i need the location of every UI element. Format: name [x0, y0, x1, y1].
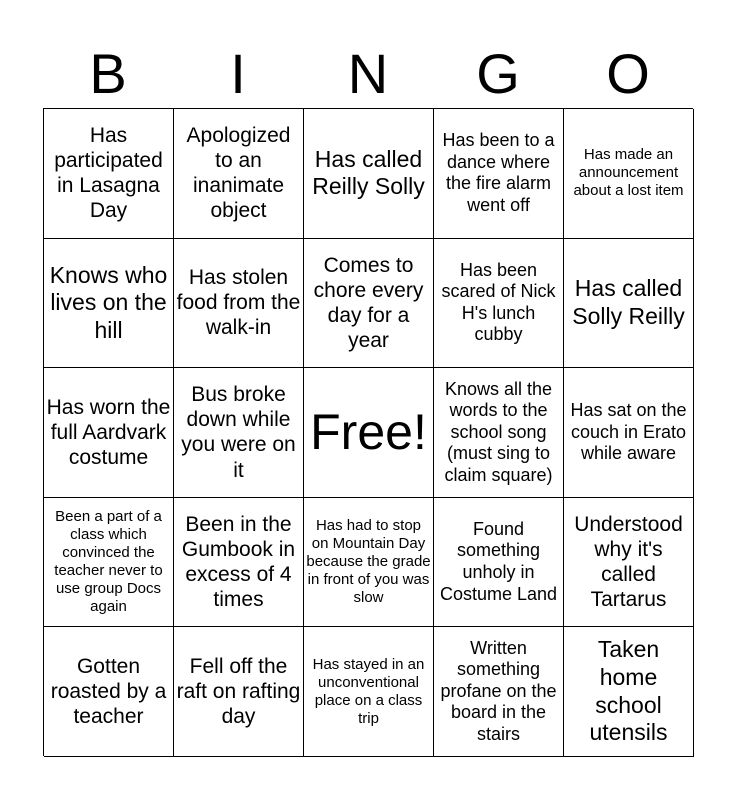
bingo-square[interactable]: Has stayed in an unconventional place on a class trip	[304, 627, 434, 757]
bingo-square[interactable]: Has called Solly Reilly	[564, 239, 694, 369]
bingo-square[interactable]: Comes to chore every day for a year	[304, 239, 434, 369]
bingo-square[interactable]: Apologized to an inanimate object	[174, 109, 304, 239]
bingo-board	[43, 108, 693, 756]
bingo-square[interactable]: Has called Reilly Solly	[304, 109, 434, 239]
bingo-square[interactable]: Understood why it's called Tartarus	[564, 498, 694, 628]
bingo-square[interactable]: Taken home school utensils	[564, 627, 694, 757]
header-letter-o: O	[606, 42, 650, 105]
bingo-header	[43, 40, 693, 108]
bingo-square[interactable]: Has worn the full Aardvark costume	[44, 368, 174, 498]
header-letter-i: I	[230, 42, 246, 105]
bingo-square[interactable]: Been a part of a class which convinced the teacher never to use group Docs again	[44, 498, 174, 628]
bingo-square[interactable]: Has stolen food from the walk-in	[174, 239, 304, 369]
free-square[interactable]: Free!	[304, 368, 434, 498]
bingo-square[interactable]: Been in the Gumbook in excess of 4 times	[174, 498, 304, 628]
bingo-square[interactable]: Has been scared of Nick H's lunch cubby	[434, 239, 564, 369]
bingo-square[interactable]: Written something profane on the board in the stairs	[434, 627, 564, 757]
bingo-square[interactable]: Has been to a dance where the fire alarm went off	[434, 109, 564, 239]
bingo-square[interactable]: Bus broke down while you were on it	[174, 368, 304, 498]
bingo-square[interactable]: Fell off the raft on rafting day	[174, 627, 304, 757]
header-letter-g: G	[476, 42, 520, 105]
bingo-square[interactable]: Has sat on the couch in Erato while aware	[564, 368, 694, 498]
bingo-square[interactable]: Has had to stop on Mountain Day because the grade in front of you was slow	[304, 498, 434, 628]
bingo-square[interactable]: Gotten roasted by a teacher	[44, 627, 174, 757]
bingo-square[interactable]: Has participated in Lasagna Day	[44, 109, 174, 239]
bingo-square[interactable]: Found something unholy in Costume Land	[434, 498, 564, 628]
bingo-square[interactable]: Knows all the words to the school song (must sing to claim square)	[434, 368, 564, 498]
header-letter-n: N	[347, 42, 389, 105]
bingo-square[interactable]: Has made an announcement about a lost item	[564, 109, 694, 239]
header-letter-b: B	[89, 42, 127, 105]
bingo-square[interactable]: Knows who lives on the hill	[44, 239, 174, 369]
